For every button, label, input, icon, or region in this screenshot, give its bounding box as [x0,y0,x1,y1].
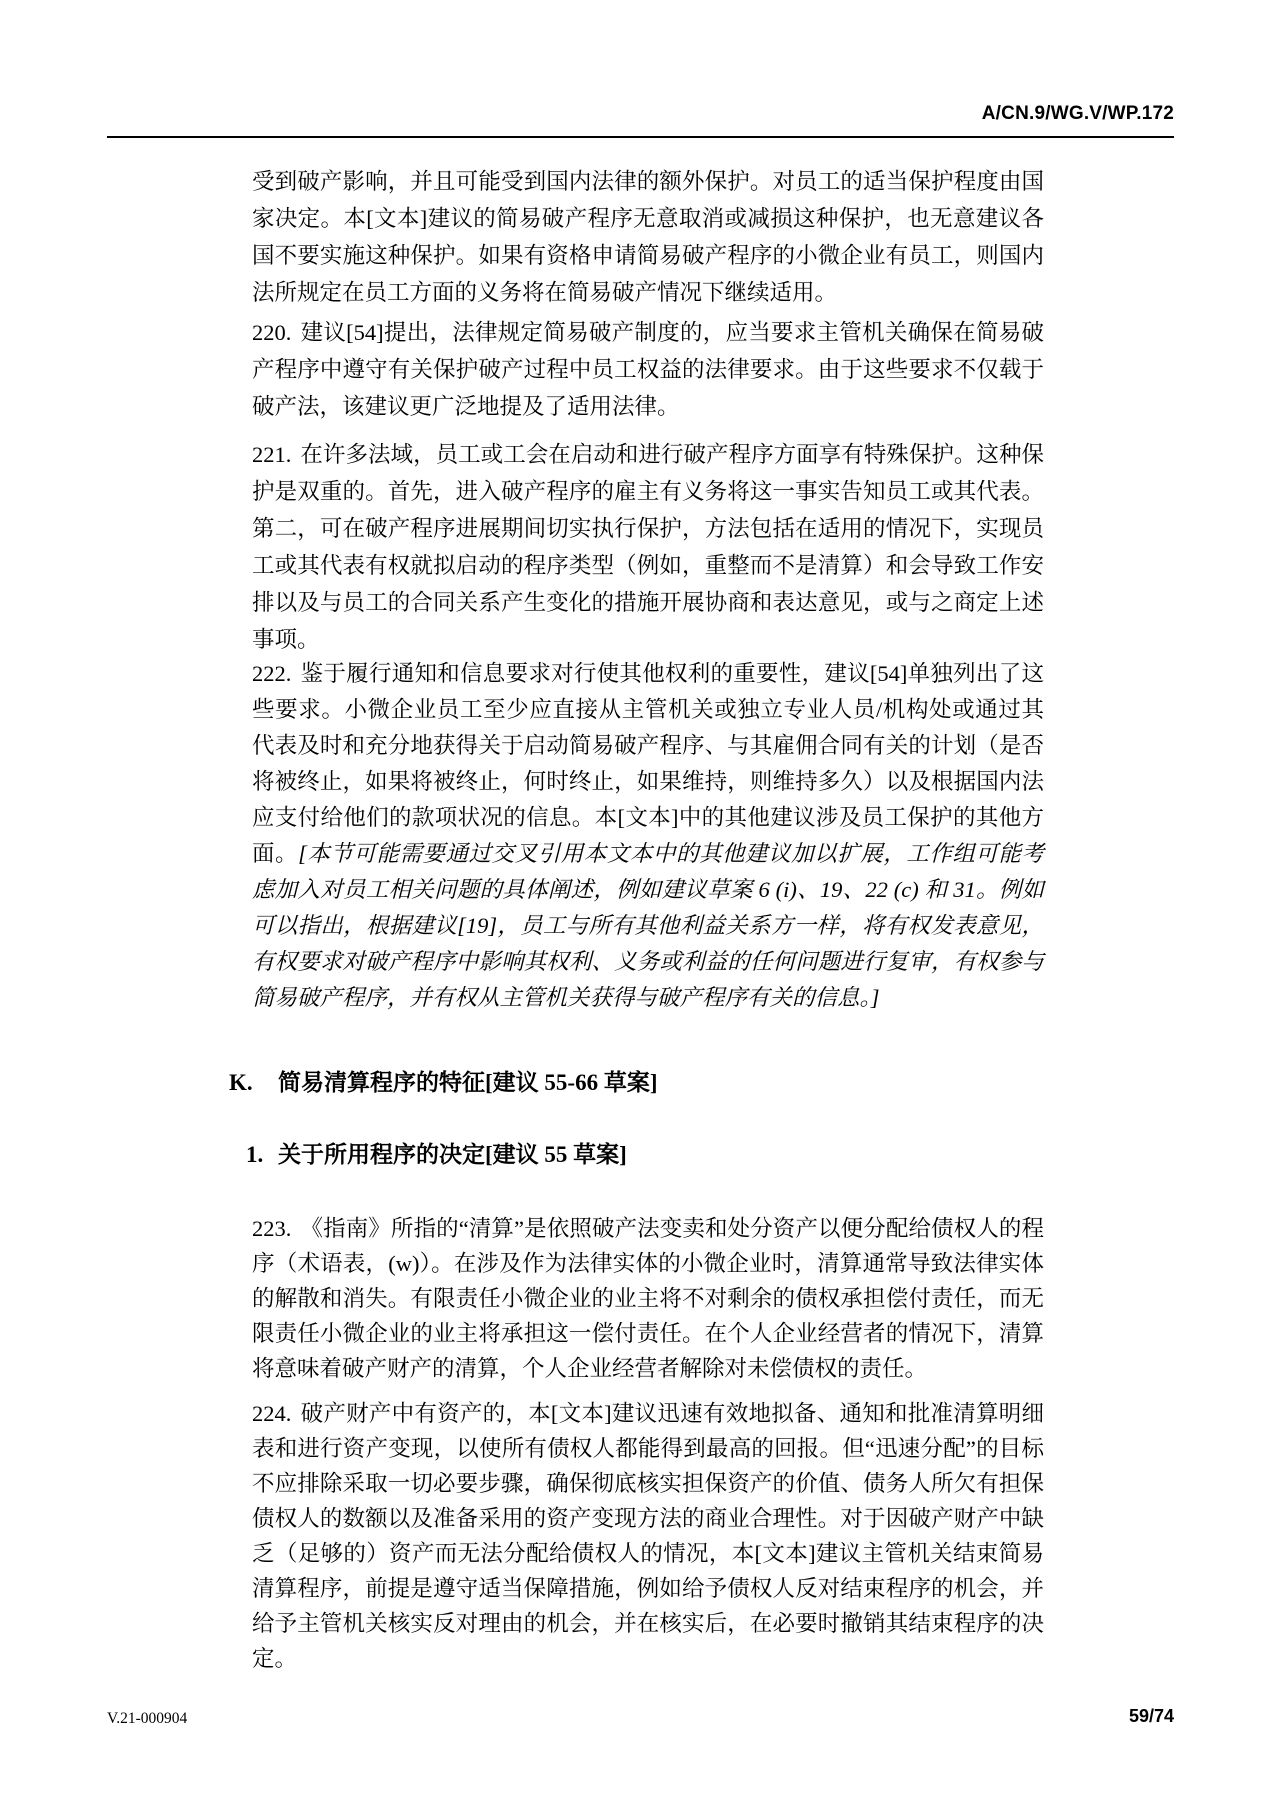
paragraph-224 [252,1396,1044,1676]
subsection-number: 1. [246,1142,264,1167]
paragraph-text: 在许多法域，员工或工会在启动和进行破产程序方面享有特殊保护。这种保护是双重的。首先，进入破产程序的雇主有义务将这一事实告知员工或其代表。第二，可在破产程序进展期间切实执行保护，方法包括在适用的情况下，实现员工或其代表有权就拟启动的程序类型（例如，重整而不是清算）和会导致工作安排以及与员工的合同关系产生变化的措施开展协商和表达意见，或与之商定上述事项。 [252,442,1044,652]
footer-page-number: 59/74 [1128,1706,1174,1726]
paragraph-223 [252,1211,1044,1386]
document-symbol: A/CN.9/WG.V/WP.172 [981,103,1174,124]
footer-job-number: V.21-000904 [107,1710,188,1727]
paragraph-number: 222. [252,661,292,686]
paragraph-number: 223. [252,1216,292,1241]
paragraph-220 [252,314,1044,425]
paragraph-221 [252,436,1044,658]
header-divider [107,136,1174,138]
paragraph-text: 破产财产中有资产的，本[文本]建议迅速有效地拟备、通知和批准清算明细表和进行资产变现，以使所有债权人都能得到最高的回报。但“迅速分配”的目标不应排除采取一切必要步骤，确保彻底核实担保资产的价值、债务人所欠有担保债权人的数额以及准备采用的资产变现方法的商业合理性。对于因破产财产中缺乏（足够的）资产而无法分配给债权人的情况，本[文本]建议主管机关结束简易清算程序，前提是遵守适当保障措施，例如给予债权人反对结束程序的机会，并给予主管机关核实反对理由的机会，并在核实后，在必要时撤销其结束程序的决定。 [252,1401,1044,1671]
paragraph-text: 《指南》所指的“清算”是依照破产法变卖和处分资产以便分配给债权人的程序（术语表，(w)）。在涉及作为法律实体的小微企业时，清算通常导致法律实体的解散和消失。有限责任小微企业的业主将不对剩余的债权承担偿付责任，而无限责任小微企业的业主将承担这一偿付责任。在个人企业经营者的情况下，清算将意味着破产财产的清算，个人企业经营者解除对未偿债权的责任。 [252,1216,1044,1381]
paragraph-text: 建议[54]提出，法律规定简易破产制度的，应当要求主管机关确保在简易破产程序中遵守有关保护破产过程中员工权益的法律要求。由于这些要求不仅载于破产法，该建议更广泛地提及了适用法律。 [252,320,1044,419]
paragraph-text: 鉴于履行通知和信息要求对行使其他权利的重要性，建议[54]单独列出了这些要求。小微企业员工至少应直接从主管机关或独立专业人员/机构处或通过其代表及时和充分地获得关于启动简易破产程序、与其雇佣合同有关的计划（是否将被终止，如果将被终止，何时终止，如果维持，则维持多久）以及根据国内法应支付给他们的款项状况的信息。本[文本]中的其他建议涉及员工保护的其他方面。 [252,661,1044,866]
subsection-heading-1 [246,1140,1066,1170]
section-heading-k [229,1068,1049,1098]
paragraph-text: 受到破产影响，并且可能受到国内法律的额外保护。对员工的适当保护程度由国家决定。本[文本]建议的简易破产程序无意取消或减损这种保护，也无意建议各国不要实施这种保护。如果有资格申请简易破产程序的小微企业有员工，则国内法所规定在员工方面的义务将在简易破产情况下继续适用。 [252,169,1044,305]
paragraph-number: 224. [252,1401,292,1426]
section-letter: K. [229,1070,253,1095]
paragraph-italic-note: [本节可能需要通过交叉引用本文本中的其他建议加以扩展，工作组可能考虑加入对员工相关问题的具体阐述，例如建议草案 6 (i)、19、22 (c) 和 31。例如可以指出，根据建议[19]，员工与所有其他利益关系方一样，将有权发表意见，有权要求对破产程序中影响其权利、义务或利益的任何问题进行复审，有权参与简易破产程序，并有权从主管机关获得与破产程序有关的信息。] [252,841,1044,1010]
subsection-title: 关于所用程序的决定[建议 55 草案] [278,1142,627,1167]
paragraph-number: 220. [252,320,292,345]
paragraph-number: 221. [252,442,292,467]
paragraph-continuation [252,163,1044,311]
paragraph-222 [252,656,1044,1016]
section-title: 简易清算程序的特征[建议 55-66 草案] [278,1070,658,1095]
